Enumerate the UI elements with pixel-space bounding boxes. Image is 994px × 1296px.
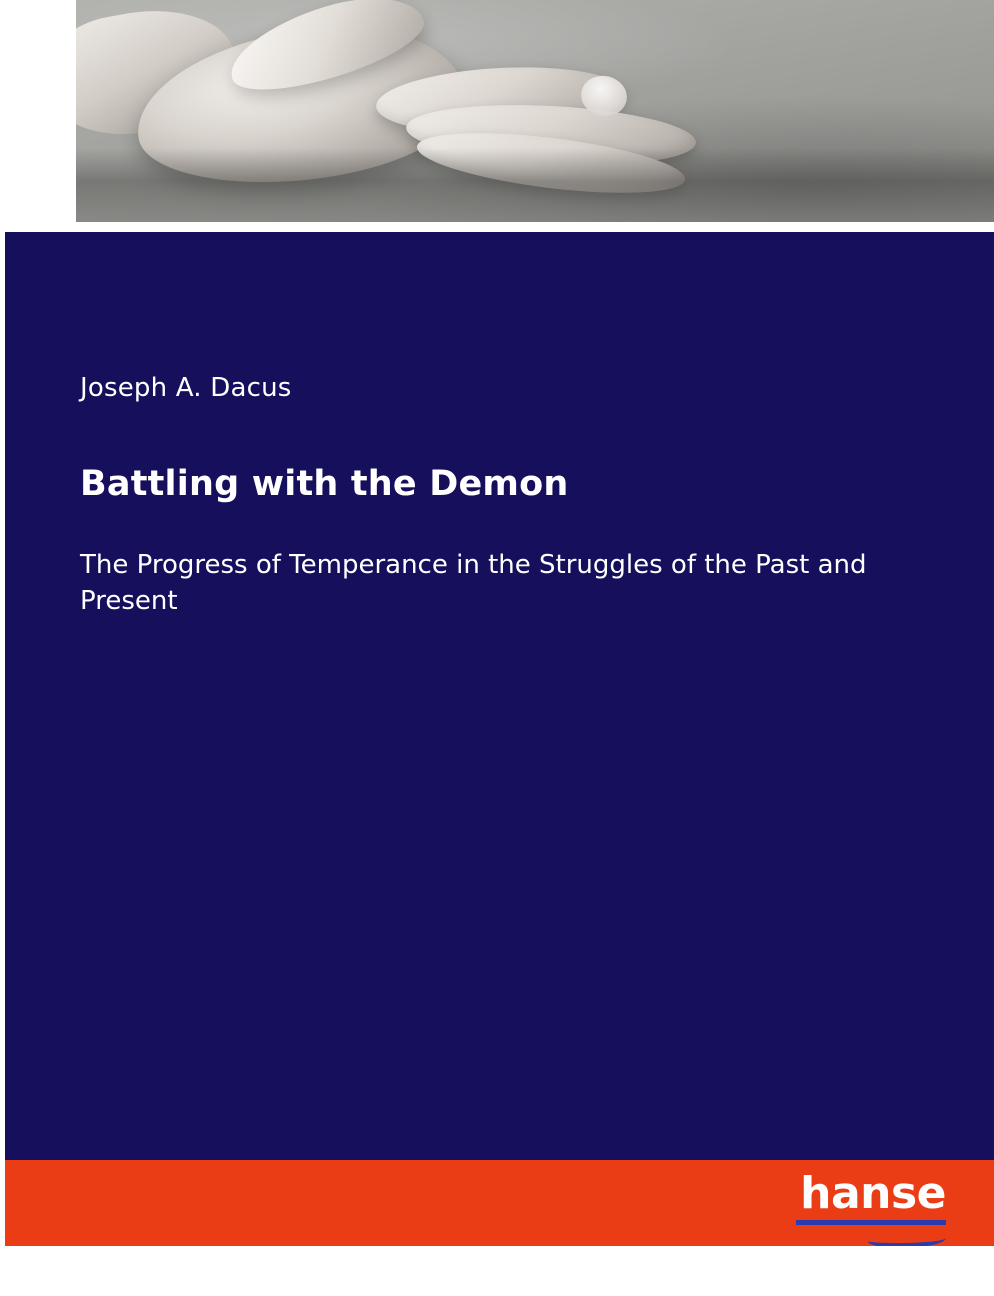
photo-shadow [76,148,994,222]
logo-underline [796,1220,946,1225]
cover-text-block [80,372,910,620]
publisher-wordmark: hanse [800,1168,946,1219]
cover-main-field [0,232,994,1160]
cover-photo-band [0,0,994,232]
page-left-margin [0,0,5,1296]
open-hand-photo [76,0,994,222]
book-title: Battling with the Demon [80,463,569,504]
author-name: Joseph A. Dacus [80,373,292,403]
publisher-logo [746,1168,946,1244]
page-bottom-margin [0,1246,994,1296]
book-subtitle: The Progress of Temperance in the Struggles of the Past and Present [80,549,867,617]
